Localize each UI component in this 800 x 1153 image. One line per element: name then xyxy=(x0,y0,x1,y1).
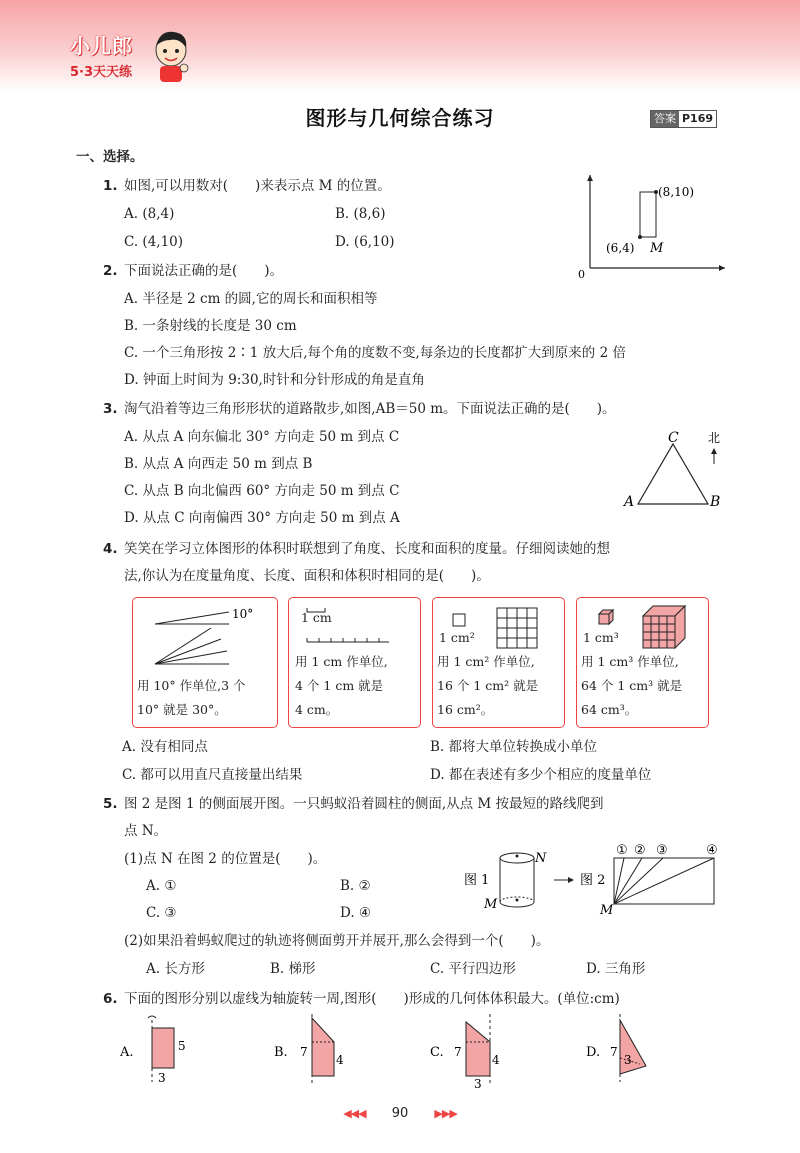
q4-box-angle xyxy=(132,597,278,728)
q6-b-dim-1: 7 xyxy=(300,1045,308,1059)
q1-number: 1. xyxy=(103,178,118,194)
q6-a-dim-2: 3 xyxy=(158,1071,166,1085)
q4-box-area xyxy=(432,597,565,728)
q3-point-a: A xyxy=(624,494,635,510)
q4-box3-line2: 16 个 1 cm² 就是 xyxy=(437,678,539,693)
q4-option-b[interactable]: B. 都将大单位转换成小单位 xyxy=(430,739,598,755)
q6-c-dim-2: 4 xyxy=(492,1053,500,1067)
q5-text-line2: 点 N。 xyxy=(124,823,168,839)
q5-sub2-option-c[interactable]: C. 平行四边形 xyxy=(430,961,516,977)
q3-point-b: B xyxy=(710,494,721,510)
q4-box1-line1: 用 10° 作单位,3 个 xyxy=(137,678,246,693)
q4-number: 4. xyxy=(103,541,118,557)
q2-number: 2. xyxy=(103,263,118,279)
q6-text: 下面的图形分别以虚线为轴旋转一周,图形( )形成的几何体体积最大。(单位:cm) xyxy=(124,991,620,1007)
q4-box-length xyxy=(288,597,421,728)
q5-fig1-m: M xyxy=(484,897,498,912)
q5-fig1-label: 图 1 xyxy=(464,873,490,888)
q3-text: 淘气沿着等边三角形形状的道路散步,如图,AB＝50 m。下面说法正确的是( )。 xyxy=(124,401,616,417)
q1-option-c[interactable]: C. (4,10) xyxy=(124,234,184,250)
q5-cylinder-figure xyxy=(462,840,730,918)
answer-label: 答案 xyxy=(651,111,679,127)
q6-a-label: A. xyxy=(120,1045,134,1060)
q6-c-label: C. xyxy=(430,1045,444,1060)
q5-fig2-m: M xyxy=(600,903,614,918)
q6-c-dim-1: 7 xyxy=(454,1045,462,1059)
q4-box3-unit: 1 cm² xyxy=(439,630,475,645)
q5-mark-1: ① xyxy=(616,843,628,858)
q3-north-label: 北 xyxy=(708,431,721,445)
q4-text-line2: 法,你认为在度量角度、长度、面积和体积时相同的是( )。 xyxy=(124,568,490,584)
q4-box2-unit: 1 cm xyxy=(301,610,332,625)
next-page-arrows[interactable]: ▶▶▶ xyxy=(434,1107,457,1120)
q5-sub1-option-d[interactable]: D. ④ xyxy=(340,905,372,921)
mascot-icon xyxy=(150,28,192,84)
q2-option-d[interactable]: D. 钟面上时间为 9:30,时针和分针形成的角是直角 xyxy=(124,372,425,388)
q5-sub1-option-a[interactable]: A. ① xyxy=(146,878,177,894)
q6-d-dim-2: 3 xyxy=(624,1053,632,1067)
angle-icon xyxy=(149,604,259,670)
brand-logo xyxy=(70,30,133,80)
q4-box2-line3: 4 cm。 xyxy=(295,702,339,717)
q2-option-b[interactable]: B. 一条射线的长度是 30 cm xyxy=(124,318,297,334)
page-title: 图形与几何综合练习 xyxy=(305,106,495,130)
q4-box4-line3: 64 cm³。 xyxy=(581,702,638,717)
q1-point-label-2: (6,4) xyxy=(606,241,635,255)
answer-tag[interactable] xyxy=(650,110,717,128)
q1-option-a[interactable]: A. (8,4) xyxy=(124,206,175,222)
q5-number: 5. xyxy=(103,796,118,812)
q3-option-d[interactable]: D. 从点 C 向南偏西 30° 方向走 50 m 到点 A xyxy=(124,510,400,526)
q5-sub1-option-c[interactable]: C. ③ xyxy=(146,905,177,921)
q1-option-d[interactable]: D. (6,10) xyxy=(335,234,395,250)
answer-page: P169 xyxy=(682,112,714,125)
q5-mark-3: ③ xyxy=(656,843,668,858)
q5-fig2-label: 图 2 xyxy=(580,873,606,888)
q1-option-b[interactable]: B. (8,6) xyxy=(335,206,386,222)
q5-fig1-n: N xyxy=(535,851,547,866)
page-number: 90 xyxy=(391,1106,409,1121)
q5-sub2-option-d[interactable]: D. 三角形 xyxy=(586,961,646,977)
q4-option-a[interactable]: A. 没有相同点 xyxy=(122,739,208,755)
q4-box1-line2: 10° 就是 30°。 xyxy=(137,702,227,717)
q5-mark-4: ④ xyxy=(706,843,718,858)
q6-d-dim-1: 7 xyxy=(610,1045,618,1059)
q5-text-line1: 图 2 是图 1 的侧面展开图。一只蚂蚁沿着圆柱的侧面,从点 M 按最短的路线爬到 xyxy=(124,796,604,812)
q5-sub2-option-a[interactable]: A. 长方形 xyxy=(146,961,205,977)
q4-box1-unit: 10° xyxy=(232,607,254,621)
q6-figure-b[interactable] xyxy=(272,1010,357,1086)
q6-b-dim-2: 4 xyxy=(336,1053,344,1067)
q2-text: 下面说法正确的是( )。 xyxy=(124,263,284,279)
q2-option-c[interactable]: C. 一个三角形按 2∶1 放大后,每个角的度数不变,每条边的长度都扩大到原来的 2 倍 xyxy=(124,345,626,361)
brand-title: 小儿郎 xyxy=(70,34,133,58)
grid-4x4 xyxy=(497,608,537,648)
q5-sub2-option-b[interactable]: B. 梯形 xyxy=(270,961,316,977)
q4-box4-unit: 1 cm³ xyxy=(583,630,619,645)
q6-figure-d[interactable] xyxy=(584,1010,669,1086)
q1-point-label-1: (8,10) xyxy=(658,185,695,199)
brand-subtitle: 5·3天天练 xyxy=(70,65,133,80)
q4-box3-line1: 用 1 cm² 作单位, xyxy=(437,654,535,669)
q4-box3-line3: 16 cm²。 xyxy=(437,702,494,717)
page-footer xyxy=(0,1106,800,1121)
q4-option-d[interactable]: D. 都在表述有多少个相应的度量单位 xyxy=(430,767,652,783)
q4-option-c[interactable]: C. 都可以用直尺直接量出结果 xyxy=(122,767,303,783)
q3-point-c: C xyxy=(668,430,679,446)
q5-mark-2: ② xyxy=(634,843,646,858)
q3-option-c[interactable]: C. 从点 B 向北偏西 60° 方向走 50 m 到点 C xyxy=(124,483,400,499)
q4-text-line1: 笑笑在学习立体图形的体积时联想到了角度、长度和面积的度量。仔细阅读她的想 xyxy=(124,541,610,557)
q5-sub1-option-b[interactable]: B. ② xyxy=(340,878,371,894)
q6-c-dim-3: 3 xyxy=(474,1077,482,1090)
q4-box4-line2: 64 个 1 cm³ 就是 xyxy=(581,678,683,693)
q6-figure-a[interactable] xyxy=(118,1012,198,1088)
q4-box2-line2: 4 个 1 cm 就是 xyxy=(295,678,384,693)
q5-sub1-text: (1)点 N 在图 2 的位置是( )。 xyxy=(124,851,327,867)
prev-page-arrows[interactable]: ◀◀◀ xyxy=(343,1107,366,1120)
q3-number: 3. xyxy=(103,401,118,417)
q6-number: 6. xyxy=(103,991,118,1007)
q6-figure-c[interactable] xyxy=(428,1010,513,1090)
q3-option-a[interactable]: A. 从点 A 向东偏北 30° 方向走 50 m 到点 C xyxy=(124,429,400,445)
q6-a-dim-1: 5 xyxy=(178,1039,186,1053)
q4-box-volume xyxy=(576,597,709,728)
q6-b-label: B. xyxy=(274,1045,288,1060)
q1-point-m: M xyxy=(650,241,664,256)
q5-sub2-text: (2)如果沿着蚂蚁爬过的轨迹将侧面剪开并展开,那么会得到一个( )。 xyxy=(124,933,550,949)
section-heading: 一、选择。 xyxy=(76,149,144,165)
q1-text: 如图,可以用数对( )来表示点 M 的位置。 xyxy=(124,178,391,194)
q3-option-b[interactable]: B. 从点 A 向西走 50 m 到点 B xyxy=(124,456,313,472)
q4-box4-line1: 用 1 cm³ 作单位, xyxy=(581,654,679,669)
q1-origin: 0 xyxy=(578,268,585,281)
q1-coordinate-figure xyxy=(570,170,730,282)
q3-triangle-figure xyxy=(618,426,738,512)
q4-box2-line1: 用 1 cm 作单位, xyxy=(295,654,388,669)
q6-d-label: D. xyxy=(586,1045,601,1060)
q2-option-a[interactable]: A. 半径是 2 cm 的圆,它的周长和面积相等 xyxy=(124,291,378,307)
